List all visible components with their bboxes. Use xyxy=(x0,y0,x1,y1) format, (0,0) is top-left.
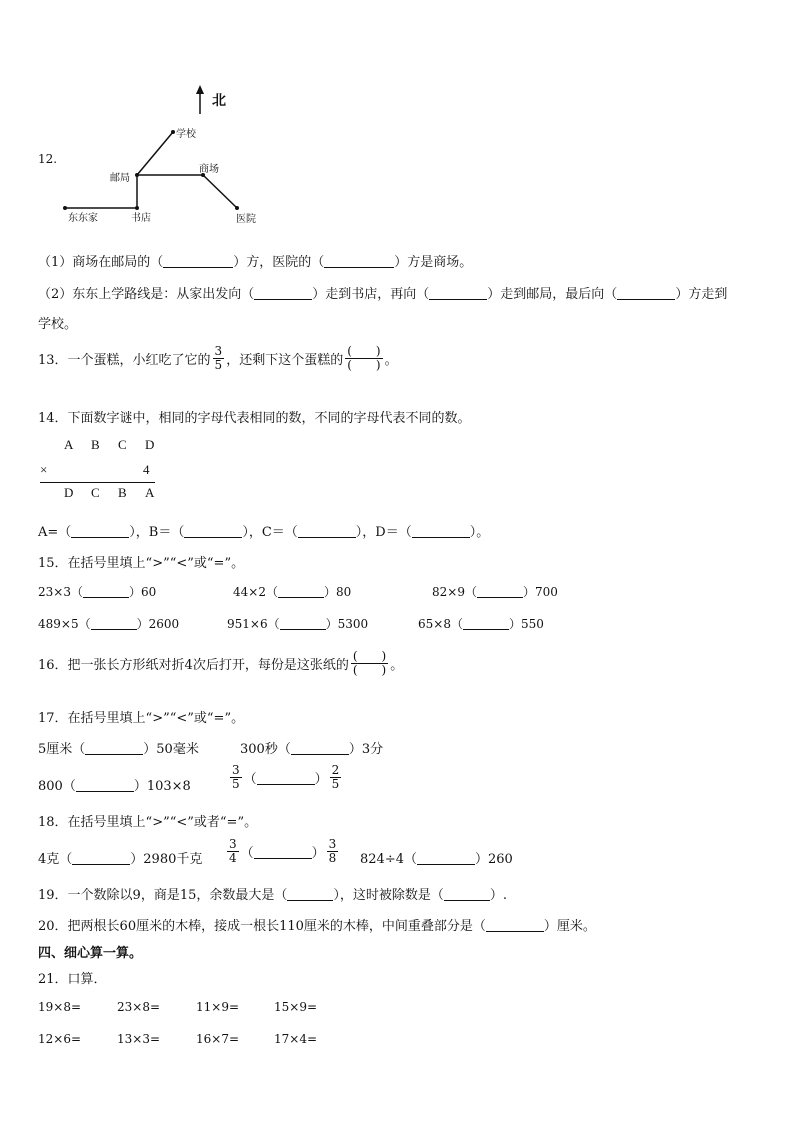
label-home: 东东家 xyxy=(68,213,98,224)
answer-blank[interactable] xyxy=(298,524,356,538)
oral-calc: 13×3= xyxy=(117,1032,161,1046)
section-heading: 四、细心算一算。 xyxy=(38,946,143,961)
answer-blank[interactable] xyxy=(278,584,324,598)
answer-blank[interactable] xyxy=(429,286,487,300)
answer-blank[interactable] xyxy=(184,524,242,538)
q17-text: 17．在括号里填上“>”“<”或“=”。 xyxy=(38,711,245,726)
q12-part1: （1）商场在邮局的（ ）方，医院的（ ）方是商场。 xyxy=(38,255,473,270)
label-bookstore: 书店 xyxy=(131,213,151,224)
oral-calc: 17×4= xyxy=(274,1032,318,1046)
q15-item: 44×2（ ）80 xyxy=(233,585,352,599)
fraction-left: $\frac{3}{5}$ xyxy=(232,763,240,791)
q18-item: 824÷4（ ）260 xyxy=(360,852,513,867)
oral-calc: 15×9= xyxy=(274,1000,318,1014)
answer-blank[interactable] xyxy=(324,254,394,268)
map-diagram xyxy=(55,82,275,230)
answer-blank[interactable] xyxy=(71,524,129,538)
answer-blank[interactable] xyxy=(254,845,312,859)
puzzle-multiplier: 4 xyxy=(143,462,150,477)
puzzle-line xyxy=(40,482,155,483)
answer-blank[interactable] xyxy=(163,254,233,268)
answer-blank[interactable] xyxy=(617,286,675,300)
q19: 19．一个数除以9，商是15，余数最大是（ ），这时被除数是（ ）. xyxy=(38,888,508,903)
q18-fraction-compare: $\frac{3}{4}$ （ ） $\frac{3}{8}$ xyxy=(229,837,337,865)
q15-item: 65×8（ ）550 xyxy=(418,617,544,631)
label-hospital: 医院 xyxy=(236,214,256,225)
q12-number: 12. xyxy=(38,152,58,166)
label-post-office: 邮局 xyxy=(110,173,130,184)
oral-calc: 11×9= xyxy=(196,1000,240,1014)
q18-item: 4克（ ）2980千克 xyxy=(38,852,203,867)
post-dot xyxy=(135,173,139,177)
answer-blank[interactable] xyxy=(254,286,312,300)
answer-fraction[interactable]: $\frac{( )}{( )}$ xyxy=(347,344,381,372)
q15-item: 951×6（ ）5300 xyxy=(227,617,369,631)
q14-text: 14．下面数字谜中，相同的字母代表相同的数，不同的字母代表不同的数。 xyxy=(38,411,471,426)
q12-part2-cont: 学校。 xyxy=(38,317,78,332)
q17-fraction-compare: $\frac{3}{5}$ （ ） $\frac{2}{5}$ xyxy=(232,763,340,791)
q14-answers: A=（ ），B＝（ ），C＝（ ），D＝（ ）。 xyxy=(38,525,490,540)
answer-blank[interactable] xyxy=(83,584,129,598)
home-dot xyxy=(63,206,67,210)
q12-part2: （2）东东上学路线是：从家出发向（ ）走到书店，再向（ ）走到邮局，最后向（ ）方走到 xyxy=(38,287,728,302)
fraction-right: $\frac{2}{5}$ xyxy=(331,763,340,791)
route-mall-hospital xyxy=(203,175,237,208)
answer-blank[interactable] xyxy=(287,887,333,901)
answer-blank[interactable] xyxy=(291,741,349,755)
answer-blank[interactable] xyxy=(76,778,134,792)
answer-blank[interactable] xyxy=(463,616,509,630)
fraction-right: $\frac{3}{8}$ xyxy=(328,837,337,865)
answer-blank[interactable] xyxy=(486,918,544,932)
q16: 16．把一张长方形纸对折4次后打开，每份是这张纸的 $\frac{( )}{( )}$ 。 xyxy=(38,649,404,677)
route-post-school xyxy=(137,132,173,175)
q15-item: 23×3（ ）60 xyxy=(38,585,157,599)
oral-calc: 16×7= xyxy=(196,1032,240,1046)
fraction-left: $\frac{3}{4}$ xyxy=(229,837,237,865)
q21-text: 21．口算． xyxy=(38,972,107,987)
answer-blank[interactable] xyxy=(72,851,130,865)
north-label: 北 xyxy=(212,93,226,109)
oral-calc: 23×8= xyxy=(117,1000,161,1014)
label-school: 学校 xyxy=(176,129,196,140)
answer-blank[interactable] xyxy=(477,584,523,598)
q15-text: 15．在括号里填上“>”“<”或“=”。 xyxy=(38,556,245,571)
q17-item: 800（ ）103×8 xyxy=(38,779,191,794)
oral-calc: 19×8= xyxy=(38,1000,82,1014)
answer-blank[interactable] xyxy=(412,524,470,538)
answer-blank[interactable] xyxy=(417,851,475,865)
answer-blank[interactable] xyxy=(91,616,137,630)
q15-item: 82×9（ ）700 xyxy=(432,585,558,599)
answer-blank[interactable] xyxy=(444,887,490,901)
north-arrow-icon xyxy=(196,85,204,94)
answer-fraction[interactable]: $\frac{( )}{( )}$ xyxy=(352,649,387,677)
q17-item: 300秒（ ）3分 xyxy=(240,742,384,757)
oral-calc: 12×6= xyxy=(38,1032,82,1046)
answer-blank[interactable] xyxy=(85,741,143,755)
label-mall: 商场 xyxy=(199,164,219,175)
puzzle-times: × xyxy=(40,462,48,477)
q20: 20．把两根长60厘米的木棒，接成一根长110厘米的木棒，中间重叠部分是（ ）厘米。 xyxy=(38,919,596,934)
puzzle-top-row: A B C D xyxy=(64,437,155,452)
q17-item: 5厘米（ ）50毫米 xyxy=(38,742,199,757)
answer-blank[interactable] xyxy=(257,771,315,785)
school-dot xyxy=(171,130,175,134)
q15-item: 489×5（ ）2600 xyxy=(38,617,180,631)
answer-blank[interactable] xyxy=(280,616,326,630)
fraction-three-fifths: $\frac{3}{5}$ xyxy=(214,344,223,372)
puzzle-bottom-row: D C B A xyxy=(64,485,155,500)
q18-text: 18．在括号里填上“>”“<”或者“=”。 xyxy=(38,815,258,830)
q13: 13．一个蛋糕，小红吃了它的 $\frac{3}{5}$ ，还剩下这个蛋糕的 $\frac{( )}{( )}$ 。 xyxy=(38,344,398,372)
